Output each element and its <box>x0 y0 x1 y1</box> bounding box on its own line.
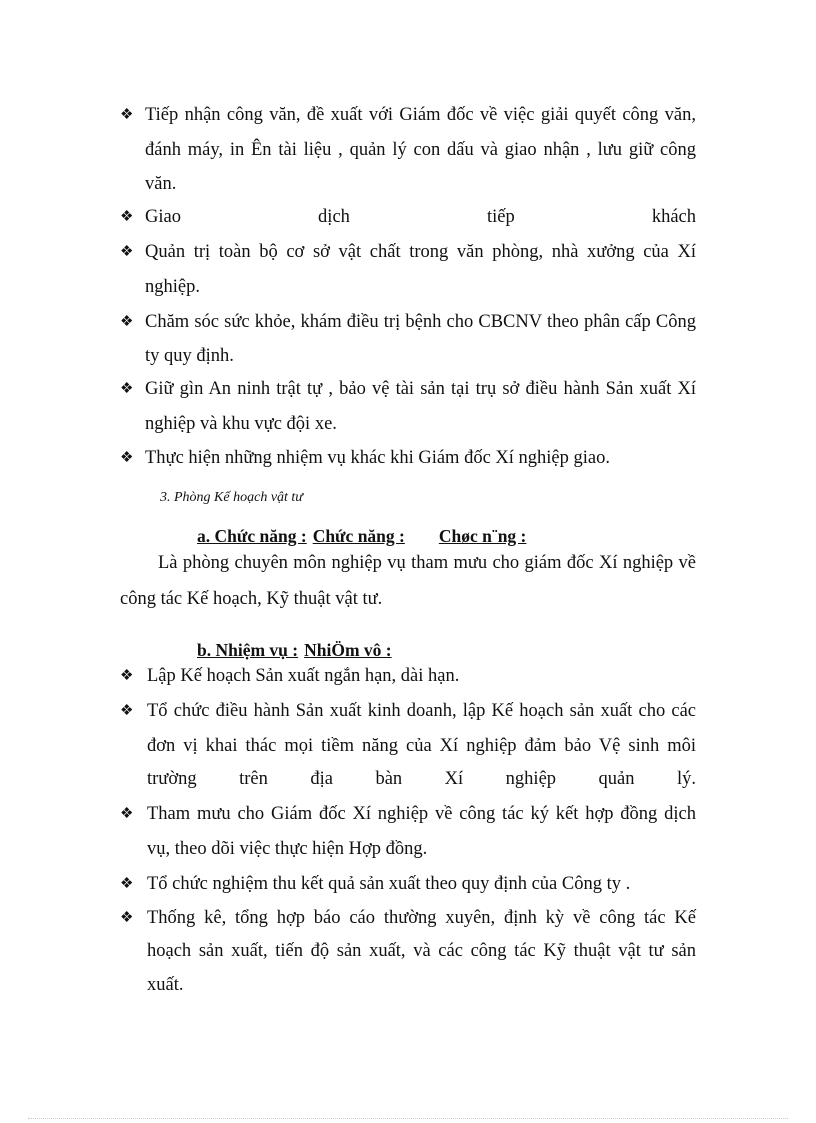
bullet-icon: ❖ <box>120 209 134 225</box>
list-item: Thực hiện những nhiệm vụ khác khi Giám đốc Xí nghiệp giao. <box>145 448 610 468</box>
bullet-icon: ❖ <box>120 668 134 684</box>
bullet-icon: ❖ <box>120 876 134 892</box>
bullet-icon: ❖ <box>120 107 134 123</box>
list-item-continuation: nghiệp. <box>145 277 200 297</box>
list-item-continuation: trường trên địa bàn Xí nghiệp quản lý. <box>147 769 696 789</box>
subheading-tasks: b. Nhiệm vụ : NhiÖm vô : <box>197 640 392 660</box>
list-item: Chăm sóc sức khỏe, khám điều trị bệnh cho CBCNV theo phân cấp Công <box>145 312 696 332</box>
list-item-continuation: văn. <box>145 174 177 194</box>
bullet-icon: ❖ <box>120 381 134 397</box>
list-item-continuation: đánh máy, in Ên tài liệu , quản lý con dấu và giao nhận , lưu giữ công <box>145 140 696 160</box>
list-item: Lập Kế hoạch Sản xuất ngắn hạn, dài hạn. <box>147 666 460 686</box>
list-item: Quản trị toàn bộ cơ sở vật chất trong văn phòng, nhà xưởng của Xí <box>145 242 696 262</box>
subheading-function: a. Chức năng : Chức năng : Chøc n¨ng : <box>197 526 527 546</box>
list-item: Thống kê, tổng hợp báo cáo thường xuyên, định kỳ về công tác Kế <box>147 908 696 928</box>
list-item-continuation: nghiệp và khu vực đội xe. <box>145 414 337 434</box>
bullet-icon: ❖ <box>120 244 134 260</box>
list-item-continuation: vụ, theo dõi việc thực hiện Hợp đồng. <box>147 839 428 859</box>
paragraph-line: Là phòng chuyên môn nghiệp vụ tham mưu cho giám đốc Xí nghiệp về <box>158 553 696 573</box>
list-item: Giữ gìn An ninh trật tự , bảo vệ tài sản tại trụ sở điều hành Sản xuất Xí <box>145 379 696 399</box>
list-item: Giao dịch tiếp khách <box>145 207 696 227</box>
bullet-icon: ❖ <box>120 806 134 822</box>
page-bottom-divider <box>28 1118 788 1119</box>
list-item: Tham mưu cho Giám đốc Xí nghiệp về công tác ký kết hợp đồng dịch <box>147 804 696 824</box>
list-item-continuation: ty quy định. <box>145 346 234 366</box>
bullet-icon: ❖ <box>120 450 134 466</box>
list-item: Tổ chức nghiệm thu kết quả sản xuất theo quy định của Công ty . <box>147 874 631 894</box>
bullet-icon: ❖ <box>120 314 134 330</box>
list-item-continuation: xuất. <box>147 975 184 995</box>
section-title: 3. Phòng Kế hoạch vật tư <box>160 490 303 505</box>
list-item: Tổ chức điều hành Sản xuất kinh doanh, lập Kế hoạch sản xuất cho các <box>147 701 696 721</box>
paragraph-line: công tác Kế hoạch, Kỹ thuật vật tư. <box>120 589 383 609</box>
list-item-continuation: đơn vị khai thác mọi tiềm năng của Xí nghiệp đảm bảo Vệ sinh môi <box>147 736 696 756</box>
list-item-continuation: hoạch sản xuất, tiến độ sản xuất, và các công tác Kỹ thuật vật tư sản <box>147 941 696 961</box>
list-item: Tiếp nhận công văn, đề xuất với Giám đốc về việc giải quyết công văn, <box>145 105 696 125</box>
bullet-icon: ❖ <box>120 703 134 719</box>
bullet-icon: ❖ <box>120 910 134 926</box>
